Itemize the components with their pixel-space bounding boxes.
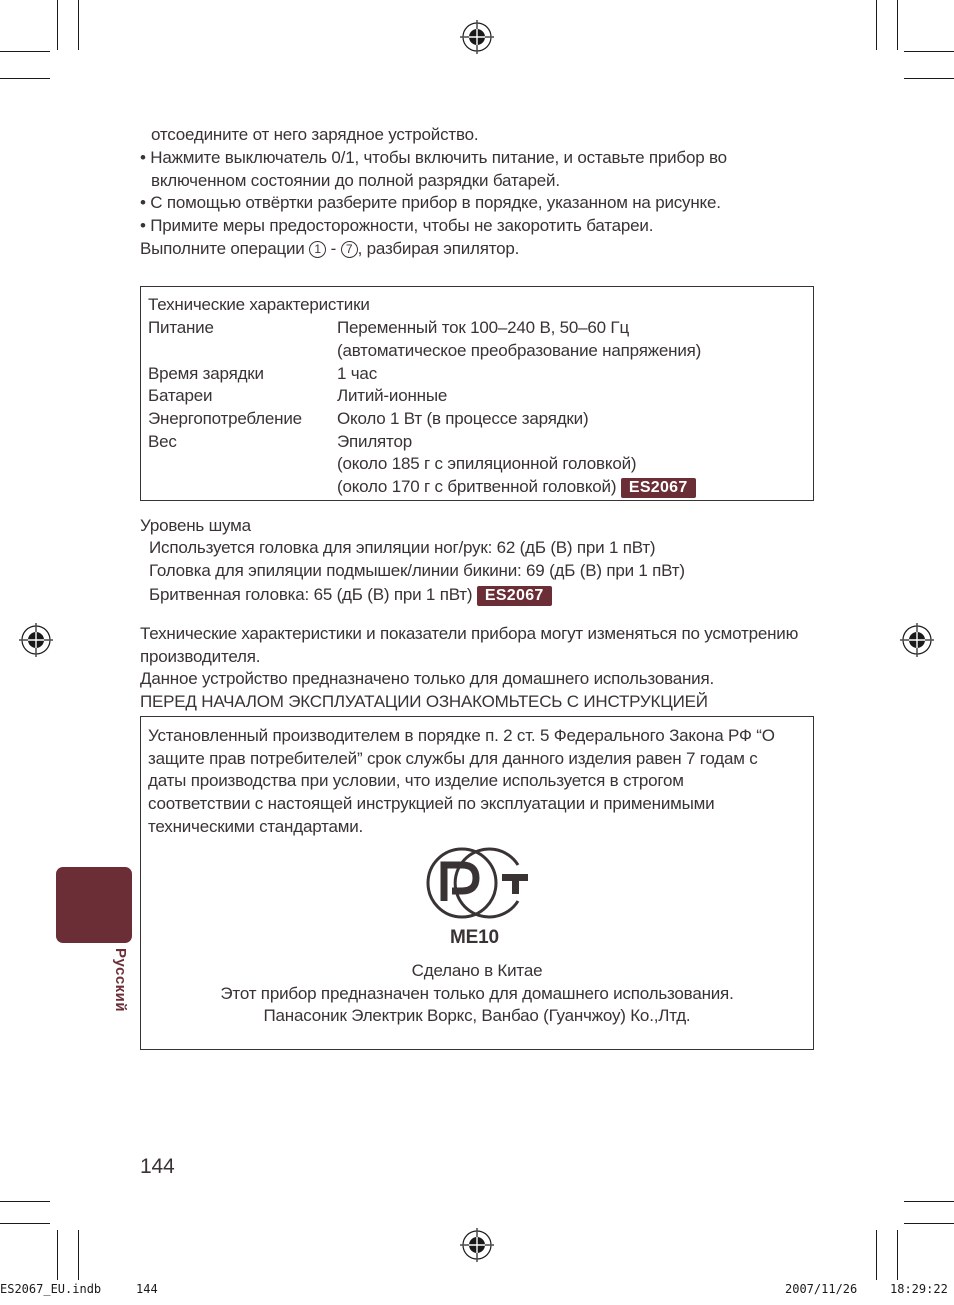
- noise-line: Бритвенная головка: 65 (дБ (B) при 1 пВт): [149, 585, 473, 604]
- warranty-line: Установленный производителем в порядке п. 2 ст. 5 Федерального Закона РФ “О: [148, 726, 775, 745]
- noise-line: Головка для эпиляции подмышек/линии бикини: 69 (дБ (B) при 1 пВт): [149, 561, 685, 580]
- spec-value-with-badge: [337, 475, 696, 498]
- warranty-line: техническими стандартами.: [148, 817, 364, 836]
- registration-mark-top-icon: [460, 20, 494, 54]
- model-badge: ES2067: [621, 478, 696, 498]
- slug-file: ES2067_EU.indb: [0, 1282, 102, 1296]
- warranty-line: соответствии с настоящей инструкцией по эксплуатации и применимыми: [148, 794, 715, 813]
- operations-line: [140, 237, 519, 260]
- registration-mark-left-icon: [19, 623, 53, 657]
- spec-value: (около 185 г с эпиляционной головкой): [337, 454, 637, 473]
- spec-label: Батареи: [148, 386, 213, 405]
- noise-line: Используется головка для эпиляции ног/рук: 62 (дБ (B) при 1 пВт): [149, 538, 656, 557]
- slug-page: 144: [136, 1282, 158, 1296]
- note-line: производителя.: [140, 647, 261, 666]
- spec-label: Время зарядки: [148, 364, 264, 383]
- note-line-caps: ПЕРЕД НАЧАЛОМ ЭКСПЛУАТАЦИИ ОЗНАКОМЬТЕСЬ С ИНСТРУКЦИЕЙ: [140, 692, 708, 711]
- step-number-end-icon: 7: [341, 241, 358, 258]
- operations-suffix: , разбирая эпилятор.: [357, 239, 520, 258]
- domestic-use-text: Этот прибор предназначен только для домашнего использования.: [220, 984, 734, 1003]
- spec-value: Литий-ионные: [337, 386, 448, 405]
- spec-label: Питание: [148, 318, 214, 337]
- note-line: Технические характеристики и показатели прибора могут изменяться по усмотрению: [140, 624, 799, 643]
- spec-value: (около 170 г с бритвенной головкой): [337, 477, 617, 496]
- step-number-start-icon: 1: [309, 241, 326, 258]
- spec-value: (автоматическое преобразование напряжения): [337, 341, 702, 360]
- warranty-line: защите прав потребителей” срок службы для данного изделия равен 7 годам с: [148, 749, 758, 768]
- noise-line-with-badge: [149, 583, 552, 606]
- registration-mark-right-icon: [900, 623, 934, 657]
- specifications-title: Технические характеристики: [148, 295, 370, 314]
- spec-value: Эпилятор: [337, 432, 412, 451]
- spec-label: Вес: [148, 432, 177, 451]
- gost-r-certification-logo-icon: [424, 843, 534, 925]
- registration-mark-bottom-icon: [460, 1228, 494, 1262]
- spec-value: 1 час: [337, 364, 377, 383]
- noise-title: Уровень шума: [140, 516, 251, 535]
- operations-prefix: Выполните операции: [140, 239, 305, 258]
- slug-date: 2007/11/26: [785, 1282, 858, 1296]
- language-tab: [56, 867, 132, 943]
- spec-value: Переменный ток 100–240 В, 50–60 Гц: [337, 318, 629, 337]
- model-badge: ES2067: [477, 586, 552, 606]
- spec-value: Около 1 Вт (в процессе зарядки): [337, 409, 589, 428]
- certification-mark: ME10: [450, 927, 499, 948]
- warranty-line: даты производства при условии, что изделие используется в строгом: [148, 771, 684, 790]
- intro-line: отсоедините от него зарядное устройство.: [151, 125, 479, 144]
- manufacturer-text: Панасоник Электрик Воркс, Ванбао (Гуанчжоу) Ко.,Лтд.: [263, 1006, 691, 1025]
- intro-bullet-continuation: включенном состоянии до полной разрядки батарей.: [151, 171, 560, 190]
- slug-time: 18:29:22: [890, 1282, 948, 1296]
- note-line: Данное устройство предназначено только для домашнего использования.: [140, 669, 714, 688]
- intro-bullet: • С помощью отвёртки разберите прибор в порядке, указанном на рисунке.: [140, 193, 721, 212]
- language-tab-label: Русский: [112, 948, 129, 1013]
- intro-bullet: • Нажмите выключатель 0/1, чтобы включить питание, и оставьте прибор во: [140, 148, 727, 167]
- spec-label: Энергопотребление: [148, 409, 302, 428]
- intro-bullet: • Примите меры предосторожности, чтобы не закоротить батареи.: [140, 216, 654, 235]
- page-number: 144: [140, 1155, 175, 1178]
- operations-dash: -: [326, 239, 341, 258]
- made-in-text: Сделано в Китае: [411, 961, 543, 980]
